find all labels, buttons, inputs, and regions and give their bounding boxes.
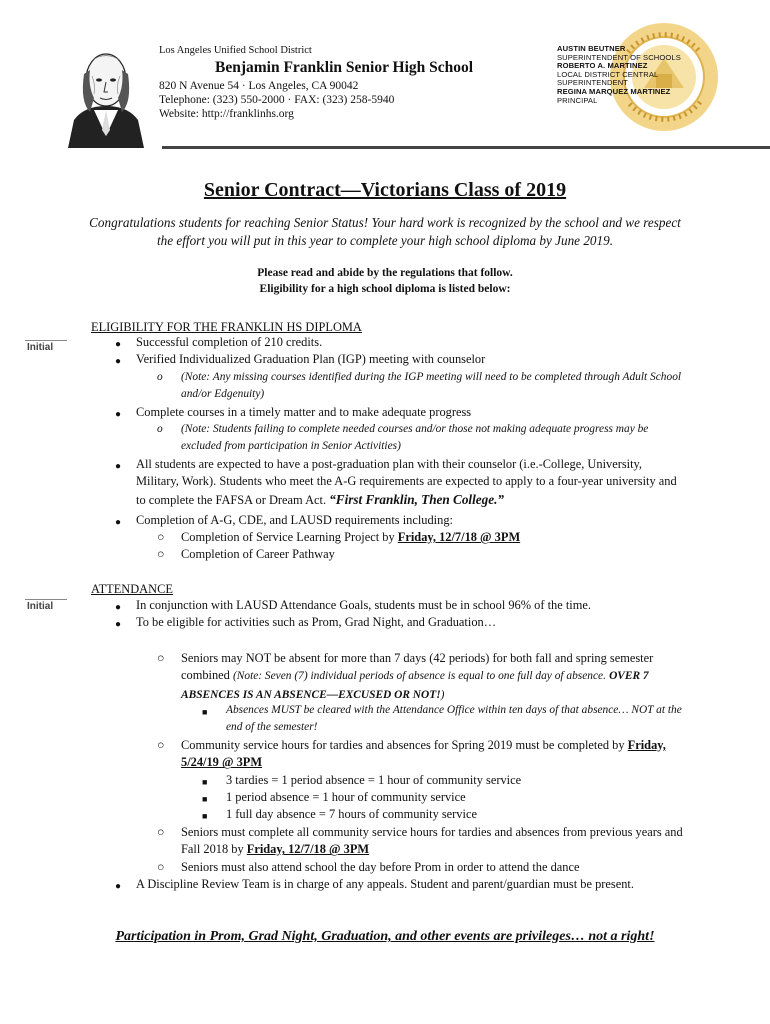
- absence-limit: [181, 650, 689, 704]
- school-name: Benjamin Franklin Senior High School: [215, 59, 474, 76]
- absence-note-close: ): [440, 688, 445, 701]
- address: 820 N Avenue 54 · Los Angeles, CA 90042: [159, 80, 359, 92]
- bullet-icon: ●: [115, 339, 122, 350]
- service-rule: 3 tardies = 1 period absence = 1 hour of community service: [226, 773, 522, 787]
- initial-label: Initial: [27, 601, 54, 612]
- credits-requirement: Successful completion of 210 credits.: [136, 335, 323, 349]
- community-service-item: [181, 737, 689, 772]
- ag-requirement: Completion of A-G, CDE, and LAUSD requirements including:: [136, 513, 453, 527]
- plan-text: All students are expected to have a post-graduation plan with their counselor (i.e.-College, University, Military, Work). Students who meet the A-G requirements are expected to apply to a four-year university and to complete the FAFSA or Dream Act.: [136, 457, 677, 507]
- courses-requirement: Complete courses in a timely matter and to make adequate progress: [136, 405, 472, 419]
- page-title: Senior Contract—Victorians Class of 2019: [203, 179, 567, 201]
- circle-bullet-icon: ○: [157, 860, 165, 874]
- phone-fax: Telephone: (323) 550-2000 · FAX: (323) 258-5940: [159, 94, 395, 106]
- local-superintendent-name: ROBERTO A. MARTINEZ: [557, 61, 648, 71]
- igp-requirement: Verified Individualized Graduation Plan (IGP) meeting with counselor: [136, 352, 486, 366]
- bullet-icon: ●: [115, 517, 122, 528]
- service-deadline: Friday, 12/7/18 @ 3PM: [397, 530, 521, 544]
- bullet-icon: ●: [115, 461, 122, 472]
- principal-name: REGINA MARQUEZ MARTINEZ: [557, 86, 671, 96]
- local-superintendent-role: SUPERINTENDENT: [557, 78, 629, 88]
- activity-eligibility: To be eligible for activities such as Prom, Grad Night, and Graduation…: [136, 615, 497, 629]
- bullet-icon: ●: [115, 409, 122, 420]
- principal-role: PRINCIPAL: [557, 95, 598, 105]
- website: Website: http://franklinhs.org: [159, 108, 294, 120]
- service-rule: 1 full day absence = 7 hours of community service: [226, 807, 477, 821]
- service-text: Completion of Service Learning Project by: [181, 530, 395, 544]
- superintendent-role: SUPERINTENDENT OF SCHOOLS: [557, 52, 681, 62]
- initial-line-attendance[interactable]: [25, 599, 67, 600]
- circle-bullet-icon: ○: [157, 738, 165, 752]
- absence-warning: OVER 7 ABSENCES IS AN ABSENCE—EXCUSED OR NOT!: [181, 670, 649, 701]
- circle-bullet-icon: ○: [157, 530, 165, 544]
- square-bullet-icon: ■: [202, 777, 208, 787]
- privileges-footer: Participation in Prom, Grad Night, Graduation, and other events are privileges… not a right!: [115, 929, 655, 944]
- district-name: Los Angeles Unified School District: [159, 45, 312, 56]
- community-deadline: Friday, 5/24/19 @ 3PM: [181, 738, 666, 770]
- instructions: [0, 265, 770, 297]
- circle-bullet-icon: ○: [157, 547, 165, 561]
- bullet-icon: ●: [115, 881, 122, 892]
- initial-label: Initial: [27, 342, 54, 353]
- previous-deadline: Friday, 12/7/18 @ 3PM: [246, 842, 370, 857]
- absence-text: Seniors may NOT be absent for more than 7 days (42 periods) for both fall and spring semester combined: [181, 651, 654, 683]
- square-bullet-icon: ■: [202, 707, 208, 717]
- officials-list: [557, 45, 681, 105]
- sub-bullet-icon: o: [157, 371, 163, 383]
- sub-bullet-icon: o: [157, 423, 163, 435]
- service-rule: 1 period absence = 1 hour of community service: [226, 790, 466, 804]
- bullet-icon: ●: [115, 356, 122, 367]
- service-learning-item: [181, 529, 689, 546]
- previous-hours-item: [181, 824, 689, 859]
- square-bullet-icon: ■: [202, 811, 208, 821]
- prom-attendance-item: Seniors must also attend school the day before Prom in order to attend the dance: [181, 860, 580, 874]
- post-graduation-plan: [136, 456, 688, 509]
- career-pathway-item: Completion of Career Pathway: [181, 547, 335, 561]
- intro-paragraph: Congratulations students for reaching Senior Status! Your hard work is recognized by the school and we respect the effort you will put in this year to complete your high school diploma by June 2019.: [89, 215, 681, 248]
- benjamin-franklin-portrait: [64, 40, 148, 148]
- community-text: Community service hours for tardies and absences for Spring 2019 must be completed by: [181, 738, 625, 752]
- discipline-review: A Discipline Review Team is in charge of any appeals. Student and parent/guardian must be present.: [136, 877, 634, 891]
- square-bullet-icon: ■: [202, 794, 208, 804]
- instructions-line-2: Eligibility for a high school diploma is listed below:: [259, 283, 511, 295]
- bullet-icon: ●: [115, 602, 122, 613]
- instructions-line-1: Please read and abide by the regulations that follow.: [257, 267, 513, 279]
- previous-text: Seniors must complete all community service hours for tardies and absences from previous years and Fall 2018 by: [181, 825, 683, 857]
- igp-note: (Note: Any missing courses identified during the IGP meeting will need to be completed through Adult School and/or Edgenuity): [181, 371, 682, 401]
- circle-bullet-icon: ○: [157, 651, 165, 665]
- absence-clearance-note: Absences MUST be cleared with the Attendance Office within ten days of that absence… NOT at the end of the semester!: [226, 704, 682, 734]
- bullet-icon: ●: [115, 619, 122, 630]
- franklin-motto: “First Franklin, Then College.”: [329, 491, 504, 507]
- attendance-goal: In conjunction with LAUSD Attendance Goals, students must be in school 96% of the time.: [136, 598, 591, 612]
- courses-note: (Note: Students failing to complete needed courses and/or those not making adequate progress may be excluded from participation in Senior Activities): [181, 423, 649, 453]
- absence-note: (Note: Seven (7) individual periods of absence is equal to one full day of absence.: [232, 670, 606, 683]
- header-divider: [162, 146, 770, 149]
- superintendent-name: AUSTIN BEUTNER: [557, 44, 626, 53]
- circle-bullet-icon: ○: [157, 825, 165, 839]
- school-contact: [159, 79, 394, 121]
- eligibility-heading: ELIGIBILITY FOR THE FRANKLIN HS DIPLOMA: [91, 320, 362, 334]
- attendance-heading: ATTENDANCE: [91, 582, 173, 596]
- local-district-role: LOCAL DISTRICT CENTRAL: [557, 69, 659, 79]
- initial-line-eligibility[interactable]: [25, 340, 67, 341]
